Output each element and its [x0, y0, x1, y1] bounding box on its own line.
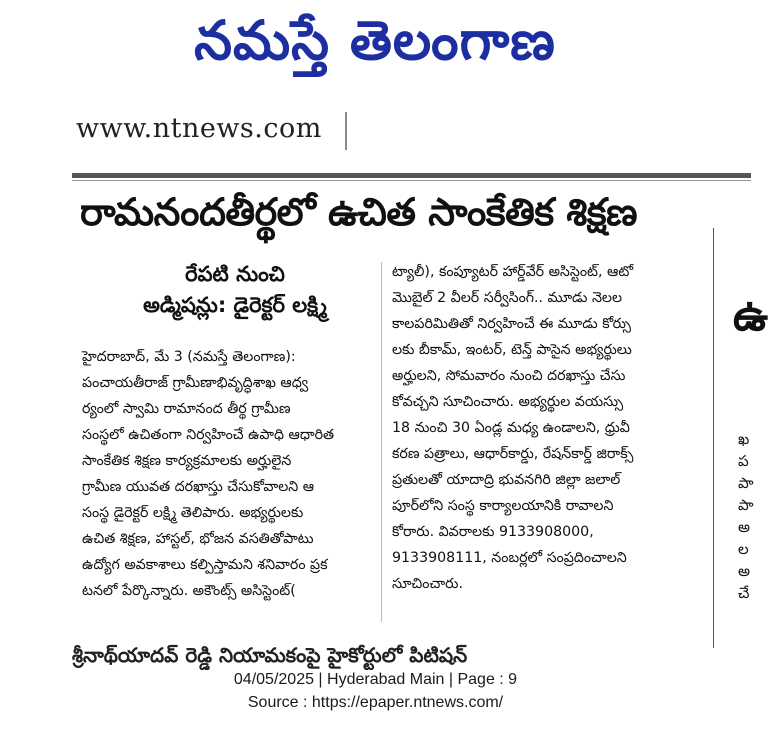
source-link[interactable]: Source : https://epaper.ntnews.com/ [247, 694, 504, 711]
article-line: టనలో పేర్కొన్నారు. అకౌంట్స్ అసిస్టెంట్( [82, 583, 296, 599]
article-column-1 [82, 344, 372, 604]
article-line: సూచించారు. [392, 576, 463, 592]
article-line: సాంకేతిక శిక్షణ కార్యక్రమాలకు అర్హులైన [82, 453, 292, 469]
article-line: కోవచ్చని సూచించారు. అభ్యర్థుల వయస్సు [392, 394, 624, 410]
article-subhead-2: అడ్మిషన్లు: డైరెక్టర్ లక్ష్మి [143, 293, 327, 317]
text-fragment: అ [738, 518, 751, 536]
article-line: 9133908111, నంబర్లలో సంప్రదించాలని [392, 550, 627, 566]
text-fragment: ఖ [738, 430, 750, 448]
text-fragment: ల [738, 540, 749, 558]
text-fragment: పా [738, 496, 754, 514]
newspaper-masthead: నమస్తే తెలంగాణ [194, 9, 556, 72]
article-line: సంస్థ డైరెక్టర్ లక్ష్మి తెలిపారు. అభ్యర్థులకు [82, 505, 304, 521]
article-line: ర్యంలో స్వామి రామానంద తీర్థ గ్రామీణ [82, 401, 291, 417]
text-fragment: అ [738, 562, 751, 580]
right-article-headline-fragment: ఉ [733, 290, 768, 341]
top-rule-thin [72, 180, 751, 181]
text-fragment: ప [738, 452, 749, 470]
text-fragment: చే [738, 584, 750, 602]
article-line: హైదరాబాద్, మే 3 (నమస్తే తెలంగాణ): [82, 349, 296, 365]
top-rule [72, 173, 751, 178]
article-headline: రామనందతీర్థలో ఉచిత సాంకేతిక శిక్షణ [80, 190, 637, 234]
article-line: పంచాయతీరాజ్ గ్రామీణాభివృద్ధిశాఖ ఆధ్వ [82, 375, 309, 391]
column-divider [381, 262, 382, 622]
site-url: www.ntnews.com [76, 113, 322, 144]
article-subhead-1: రేపటి నుంచి [185, 262, 285, 286]
article-line: లకు బీకామ్, ఇంటర్, టెన్త్ పాసైన అభ్యర్థులు [392, 342, 632, 358]
article-line: కోరారు. వివరాలకు 9133908000, [392, 524, 594, 540]
article-line: పూర్‌లోని సంస్థ కార్యాలయానికి రావాలని [392, 498, 614, 514]
article-column-2 [392, 259, 702, 597]
edition-info: 04/05/2025 | Hyderabad Main | Page : 9 [233, 671, 518, 688]
article-line: ట్యాలీ), కంప్యూటర్ హార్డ్‌వేర్ అసిస్టెంట్, ఆటో [392, 264, 634, 280]
text-fragment: పా [738, 474, 754, 492]
article-line: ఉచిత శిక్షణ, హాస్టల్, భోజన వసతితోపాటు [82, 531, 314, 547]
article-line: కరణ పత్రాలు, ఆధార్‌కార్డు, రేషన్‌కార్డ్ జిరాక్స్ [392, 446, 634, 462]
article-line: కాలపరిమితితో నిర్వహించే ఈ మూడు కోర్సు [392, 316, 632, 332]
article-line: అర్హులని, సోమవారం నుంచి దరఖాస్తు చేసు [392, 368, 626, 384]
article-line: సంస్థలో ఉచితంగా నిర్వహించే ఉపాధి ఆధారిత [82, 427, 335, 443]
article-line: గ్రామీణ యువత దరఖాస్తు చేసుకోవాలని ఆ [82, 479, 315, 495]
article-line: ప్రతులతో యాదాద్రి భువనగిరి జిల్లా జలాల్ [392, 472, 621, 488]
right-article-border [713, 228, 714, 648]
cut-off-next-headline: శ్రీనాథ్‌యాదవ్ రెడ్డి నియామకంపై హైకోర్టులో పిటిషన్ [72, 643, 468, 667]
right-article-text-fragments [738, 428, 753, 604]
article-line: ఉద్యోగ అవకాశాలు కల్పిస్తామని శనివారం ప్రక [82, 557, 328, 573]
article-line: మొబైల్ 2 వీలర్ సర్వీసింగ్.. మూడు నెలల [392, 290, 623, 306]
article-line: 18 నుంచి 30 ఏండ్ల మధ్య ఉండాలని, ధ్రువీ [392, 420, 630, 436]
url-divider [345, 112, 347, 150]
